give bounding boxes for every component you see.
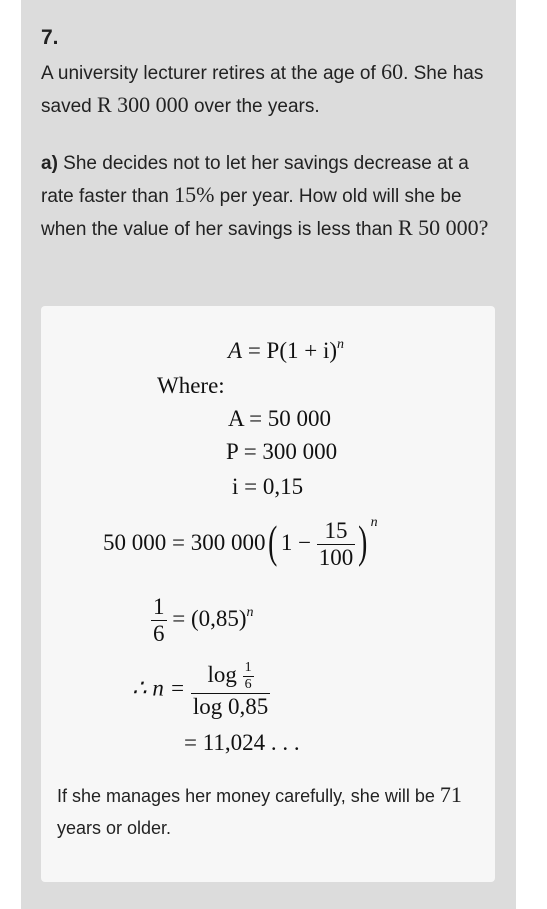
eq3-inner-fraction	[243, 660, 254, 693]
where-label: Where:	[157, 373, 225, 398]
eq3-denominator: log 0,85	[192, 694, 269, 719]
part-a-question	[41, 148, 501, 245]
left-paren: (	[268, 516, 278, 567]
eq3-fraction	[191, 660, 270, 720]
equation-1	[103, 514, 378, 571]
eq2-exponent: n	[246, 604, 254, 620]
conclusion	[57, 779, 487, 844]
formula-exponent: n	[337, 337, 345, 352]
intro-text-3: over the years.	[188, 96, 320, 117]
eq3-inner-denominator: 6	[244, 677, 252, 692]
eq3-inner-numerator: 1	[244, 660, 252, 675]
question-number: 7.	[41, 26, 59, 49]
intro-text-1: A university lecturer retires at the age of	[41, 63, 382, 84]
intro-text-2: . She has saved	[41, 63, 484, 117]
formula-left: A	[228, 338, 243, 363]
eq2-right: = (0,85)	[172, 605, 247, 631]
equation-2	[151, 594, 254, 647]
eq1-numerator: 15	[324, 518, 348, 543]
eq2-fraction	[151, 594, 167, 647]
eq3-left: ∴ n =	[132, 675, 186, 701]
question-intro	[41, 56, 501, 122]
eq2-denominator: 6	[153, 621, 165, 646]
eq1-exponent: n	[370, 514, 378, 530]
eq1-one-minus: 1 −	[280, 529, 312, 555]
part-a-text-2: per year. How old will she be when the value of her savings is less than	[41, 186, 462, 240]
conclusion-text-2: years or older.	[57, 818, 172, 838]
eq1-fraction	[317, 518, 356, 571]
right-paren: )	[358, 516, 368, 567]
variable-P: P = 300 000	[226, 439, 338, 464]
conclusion-age: 71	[439, 782, 462, 807]
part-a-text-1: She decides not to let her savings decrease at a rate faster than	[41, 153, 469, 207]
decrease-rate: 15%	[174, 182, 215, 207]
eq3-log: log	[207, 661, 237, 687]
conclusion-text-1: If she manages her money carefully, she will be	[57, 786, 440, 806]
formula	[228, 338, 344, 364]
eq2-numerator: 1	[153, 594, 165, 619]
eq3-numerator	[191, 660, 270, 693]
part-a-label: a)	[41, 153, 58, 174]
eq1-denominator: 100	[318, 545, 354, 570]
eq1-left: 50 000 = 300 000	[103, 529, 266, 555]
threshold-amount: R 50 000?	[397, 215, 489, 240]
variable-i: i = 0,15	[232, 474, 304, 499]
savings-amount: R 300 000	[96, 92, 189, 117]
retirement-age: 60	[381, 59, 404, 84]
equation-4: = 11,024 . . .	[184, 730, 300, 755]
equation-3	[132, 660, 270, 720]
formula-right: = P(1 + i)	[247, 338, 338, 363]
variable-A: A = 50 000	[228, 406, 332, 431]
